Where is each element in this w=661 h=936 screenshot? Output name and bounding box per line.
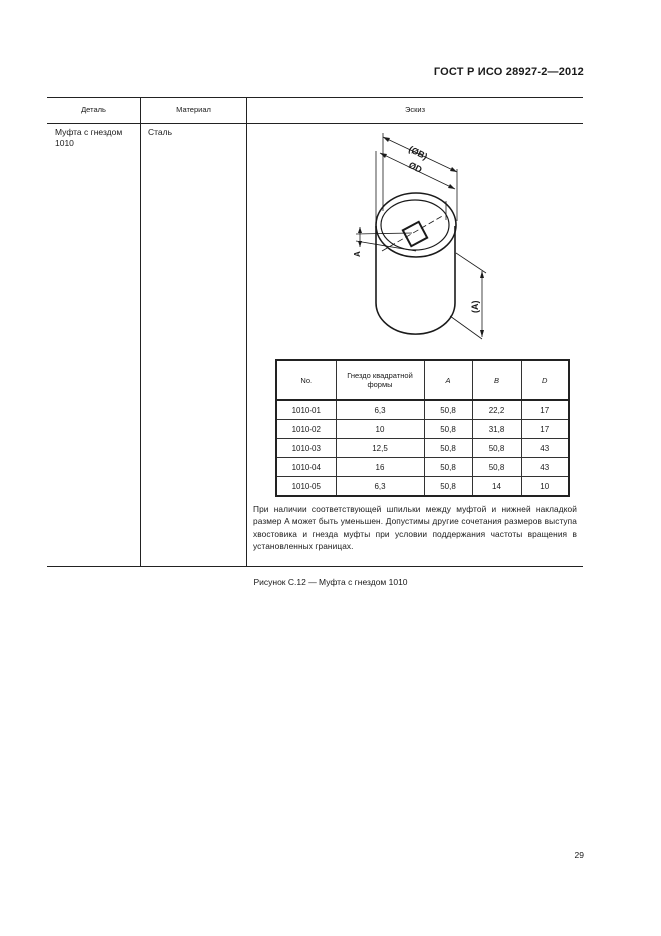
label-diameter: ØD [407, 159, 424, 175]
cell-no: 1010-05 [276, 477, 336, 497]
cell-no: 1010-04 [276, 458, 336, 477]
header-b: B [472, 360, 521, 400]
label-socket: A [353, 251, 362, 257]
table-row [276, 400, 569, 420]
header-a: A [424, 360, 472, 400]
cell-b: 31,8 [472, 420, 521, 439]
cylinder-body [376, 226, 455, 334]
cell-a: 50,8 [424, 458, 472, 477]
page-number: 29 [574, 850, 584, 860]
cell-b: 50,8 [472, 458, 521, 477]
table-row [276, 477, 569, 497]
header-socket: Гнездо квадратной формы [336, 360, 424, 400]
cell-d: 17 [521, 400, 569, 420]
cell-no: 1010-03 [276, 439, 336, 458]
cell-a: 50,8 [424, 420, 472, 439]
square-socket [403, 222, 427, 246]
table-header-row [276, 360, 569, 400]
cell-socket: 10 [336, 420, 424, 439]
cell-d: 10 [521, 477, 569, 497]
material-name: Сталь [148, 127, 173, 137]
cell-no: 1010-02 [276, 420, 336, 439]
part-name: Муфта с гнездом 1010 [55, 127, 123, 148]
cylinder-top-inner [381, 200, 449, 250]
column-header-part: Деталь [81, 105, 106, 114]
note-text: При наличии соответствующей шпильки между муфтой и нижней накладкой размер A может быть уменьшен. Допустимы другие сочетания размеров выступа хвостовика и гнезда муфты при условии поддержания частоты вращения в установленных границах. [253, 504, 577, 551]
column-divider [246, 98, 247, 566]
cell-socket: 6,3 [336, 400, 424, 420]
cell-b: 14 [472, 477, 521, 497]
column-header-sketch: Эскиз [404, 105, 426, 114]
cell-d: 43 [521, 458, 569, 477]
dimensions-table [275, 359, 570, 497]
cell-a: 50,8 [424, 477, 472, 497]
cell-socket: 16 [336, 458, 424, 477]
figure-caption: Рисунок С.12 — Муфта с гнездом 1010 [253, 577, 408, 587]
cell-no: 1010-01 [276, 400, 336, 420]
column-header-material: Материал [176, 105, 211, 114]
cell-a: 50,8 [424, 400, 472, 420]
cell-d: 43 [521, 439, 569, 458]
cell-socket: 6,3 [336, 477, 424, 497]
cylinder-top [376, 193, 456, 257]
header-divider [47, 123, 583, 124]
cell-socket: 12,5 [336, 439, 424, 458]
label-height: (A) [470, 300, 480, 313]
document-header: ГОСТ Р ИСО 28927-2—2012 [433, 66, 584, 78]
table-row [276, 458, 569, 477]
cell-b: 22,2 [472, 400, 521, 420]
header-d: D [521, 360, 569, 400]
column-divider [140, 98, 141, 566]
cell-b: 50,8 [472, 439, 521, 458]
table-row [276, 439, 569, 458]
cell-d: 17 [521, 420, 569, 439]
coupling-sketch [320, 123, 500, 345]
table-row [276, 420, 569, 439]
cell-a: 50,8 [424, 439, 472, 458]
header-no: No. [276, 360, 336, 400]
label-outer-diameter: (ØB) [407, 143, 430, 162]
